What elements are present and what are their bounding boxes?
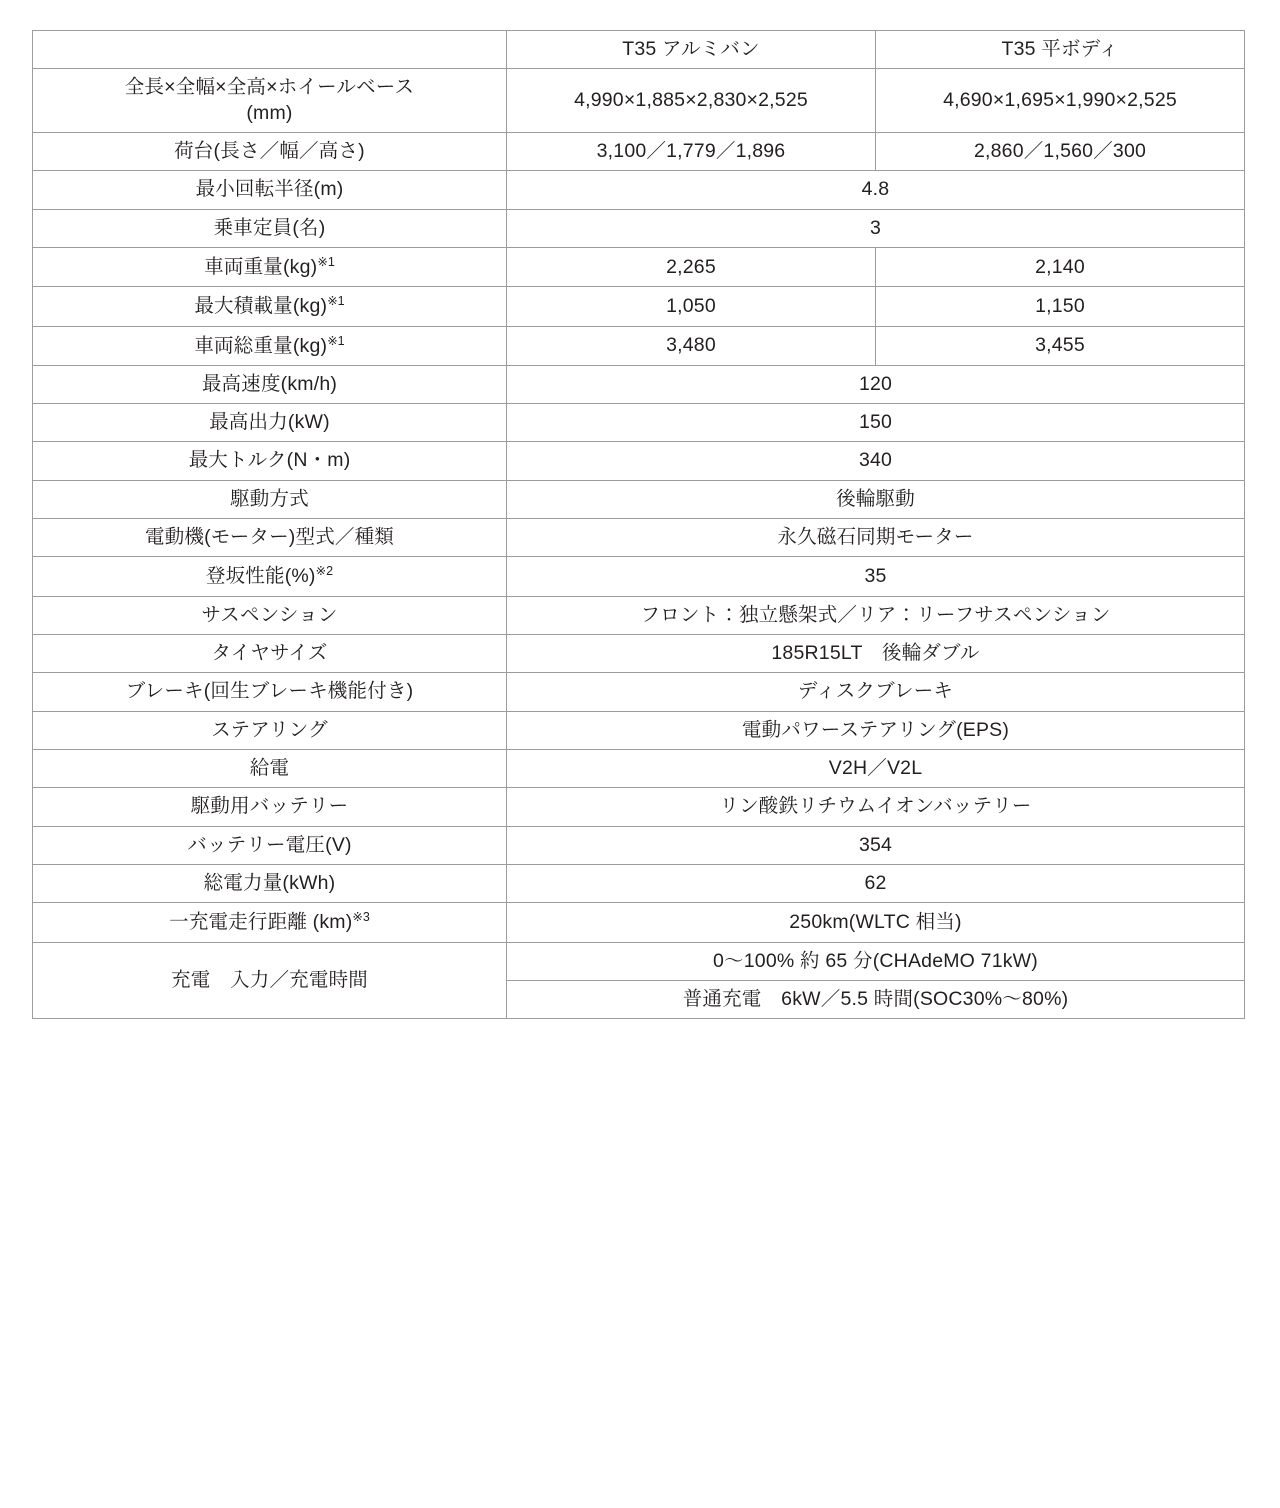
row-value-van: 1,050	[507, 287, 876, 326]
row-label-battery-voltage: バッテリー電圧(V)	[33, 826, 507, 864]
row-value-merged: 永久磁石同期モーター	[507, 519, 1245, 557]
row-label-curb-weight	[33, 248, 507, 287]
table-row	[33, 557, 1245, 596]
row-value-merged: 340	[507, 442, 1245, 480]
row-value-quick-charge: 0〜100% 約 65 分(CHAdeMO 71kW)	[507, 942, 1245, 980]
row-label-dimensions-line2: (mm)	[246, 101, 293, 124]
row-value-flat: 3,455	[876, 326, 1245, 365]
row-value-merged: 354	[507, 826, 1245, 864]
row-label-max-speed: 最高速度(km/h)	[33, 365, 507, 403]
row-label-charging: 充電 入力／充電時間	[33, 942, 507, 1019]
row-value-merged: 4.8	[507, 171, 1245, 209]
table-row	[33, 69, 1245, 133]
row-label-tire-size: タイヤサイズ	[33, 635, 507, 673]
table-row	[33, 903, 1245, 942]
row-label-gross-weight	[33, 326, 507, 365]
row-value-van: 3,480	[507, 326, 876, 365]
header-cell-blank	[33, 31, 507, 69]
row-label-text: 登坂性能(%)	[205, 565, 316, 588]
row-value-van: 4,990×1,885×2,830×2,525	[507, 69, 876, 133]
row-value-merged: 120	[507, 365, 1245, 403]
row-value-merged: ディスクブレーキ	[507, 673, 1245, 711]
row-value-merged: 150	[507, 404, 1245, 442]
table-row	[33, 596, 1245, 634]
footnote-marker: ※1	[327, 333, 345, 348]
row-value-merged: フロント：独立懸架式／リア：リーフサスペンション	[507, 596, 1245, 634]
table-row	[33, 750, 1245, 788]
row-label-max-output: 最高出力(kW)	[33, 404, 507, 442]
row-label-text: 車両総重量(kg)	[194, 334, 328, 357]
table-row	[33, 248, 1245, 287]
row-value-merged: 後輪駆動	[507, 480, 1245, 518]
table-row	[33, 287, 1245, 326]
row-value-van: 3,100／1,779／1,896	[507, 133, 876, 171]
row-value-flat: 1,150	[876, 287, 1245, 326]
row-label-text: 一充電走行距離 (km)	[169, 911, 353, 934]
row-label-text: 最大積載量(kg)	[194, 295, 328, 318]
table-row	[33, 635, 1245, 673]
table-row	[33, 209, 1245, 247]
row-label-max-torque: 最大トルク(N・m)	[33, 442, 507, 480]
row-value-flat: 4,690×1,695×1,990×2,525	[876, 69, 1245, 133]
row-label-power-supply: 給電	[33, 750, 507, 788]
row-label-suspension: サスペンション	[33, 596, 507, 634]
row-label-motor-type: 電動機(モーター)型式／種類	[33, 519, 507, 557]
row-label-dimensions	[33, 69, 507, 133]
row-label-traction-battery: 駆動用バッテリー	[33, 788, 507, 826]
header-cell-van: T35 アルミバン	[507, 31, 876, 69]
row-label-seating-capacity: 乗車定員(名)	[33, 209, 507, 247]
row-value-flat: 2,860／1,560／300	[876, 133, 1245, 171]
table-row	[33, 326, 1245, 365]
row-value-merged: 35	[507, 557, 1245, 596]
row-value-merged: 電動パワーステアリング(EPS)	[507, 711, 1245, 749]
row-label-max-payload	[33, 287, 507, 326]
row-label-total-energy: 総電力量(kWh)	[33, 865, 507, 903]
footnote-marker: ※1	[317, 255, 335, 270]
specifications-table	[32, 30, 1245, 1019]
table-row	[33, 826, 1245, 864]
row-label-driving-range	[33, 903, 507, 942]
row-value-flat: 2,140	[876, 248, 1245, 287]
table-header-row	[33, 31, 1245, 69]
footnote-marker: ※1	[327, 294, 345, 309]
row-label-brakes: ブレーキ(回生ブレーキ機能付き)	[33, 673, 507, 711]
header-cell-flat: T35 平ボディ	[876, 31, 1245, 69]
table-row	[33, 404, 1245, 442]
footnote-marker: ※2	[315, 564, 334, 579]
row-label-drive-type: 駆動方式	[33, 480, 507, 518]
table-row	[33, 133, 1245, 171]
footnote-marker: ※3	[352, 910, 370, 925]
table-row	[33, 942, 1245, 980]
table-row	[33, 365, 1245, 403]
table-row	[33, 865, 1245, 903]
row-value-normal-charge: 普通充電 6kW／5.5 時間(SOC30%〜80%)	[507, 980, 1245, 1018]
row-label-text: 車両重量(kg)	[204, 255, 318, 278]
row-value-merged: V2H／V2L	[507, 750, 1245, 788]
row-label-steering: ステアリング	[33, 711, 507, 749]
table-row	[33, 519, 1245, 557]
row-value-merged: リン酸鉄リチウムイオンバッテリー	[507, 788, 1245, 826]
table-row	[33, 480, 1245, 518]
table-row	[33, 171, 1245, 209]
table-row	[33, 442, 1245, 480]
row-value-van: 2,265	[507, 248, 876, 287]
row-value-merged: 185R15LT 後輪ダブル	[507, 635, 1245, 673]
row-label-cargo-bed: 荷台(長さ／幅／高さ)	[33, 133, 507, 171]
row-value-merged: 3	[507, 209, 1245, 247]
table-row	[33, 788, 1245, 826]
row-value-merged: 250km(WLTC 相当)	[507, 903, 1245, 942]
row-label-gradeability	[33, 557, 507, 596]
row-value-merged: 62	[507, 865, 1245, 903]
table-row	[33, 711, 1245, 749]
row-label-turning-radius: 最小回転半径(m)	[33, 171, 507, 209]
table-row	[33, 673, 1245, 711]
row-label-dimensions-line1: 全長×全幅×全高×ホイールベース	[124, 76, 415, 99]
